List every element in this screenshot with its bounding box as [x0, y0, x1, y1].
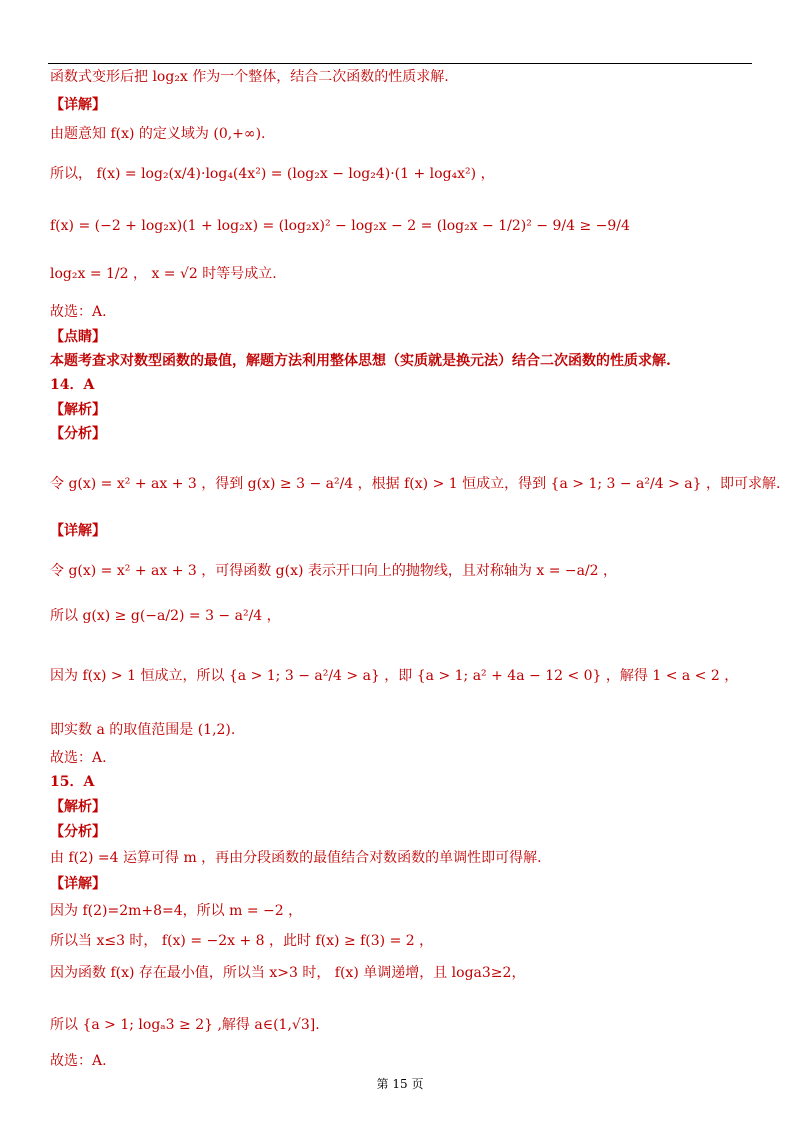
formula-line: 令 g(x) = x² + ax + 3 ，可得函数 g(x) 表示开口向上的抛物线，且对称轴为 x = −a/2 ， [50, 563, 618, 579]
question-number: 15．A [50, 774, 95, 790]
page-number: 第 15 页 [376, 1077, 424, 1091]
section-heading: 【解析】 [50, 402, 106, 418]
text-line: 即实数 a 的取值范围是 (1,2). [50, 722, 236, 738]
answer-line: 故选：A. [50, 304, 107, 320]
formula-line: 所以当 x≤3 时， f(x) = −2x + 8 ，此时 f(x) ≥ f(3) = 2 ， [50, 933, 434, 949]
formula-line: f(x) = (−2 + log₂x)(1 + log₂x) = (log₂x)² − log₂x − 2 = (log₂x − 1/2)² − 9/4 ≥ −9/4 [50, 218, 630, 234]
formula-line: 所以， f(x) = log₂(x/4)·log₄(4x²) = (log₂x − log₂4)·(1 + log₄x²) ， [50, 166, 495, 182]
formula-line: 因为 f(x) > 1 恒成立，所以 {a > 1; 3 − a²/4 > a} ，即 {a > 1; a² + 4a − 12 < 0} ，解得 1 < a < 2 ， [50, 668, 739, 684]
text-line: 因为 f(2)=2m+8=4，所以 m = −2 ， [50, 903, 303, 919]
formula-line: 所以 {a > 1; logₐ3 ≥ 2} ,解得 a∈(1,√3]. [50, 1017, 320, 1033]
formula-line: 令 g(x) = x² + ax + 3 ，得到 g(x) ≥ 3 − a²/4 ，根据 f(x) > 1 恒成立，得到 {a > 1; 3 − a²/4 > a} ，即可求解. [50, 476, 781, 492]
section-heading: 【详解】 [50, 523, 106, 539]
formula-line: log₂x = 1/2 ， x = √2 时等号成立. [50, 266, 277, 282]
question-number: 14．A [50, 377, 95, 393]
formula-line: 所以 g(x) ≥ g(−a/2) = 3 − a²/4 ， [50, 608, 281, 624]
section-heading: 【详解】 [50, 97, 106, 113]
text-line: 本题考查求对数型函数的最值，解题方法利用整体思想（实质就是换元法）结合二次函数的性质求解. [50, 353, 671, 369]
text-line: 函数式变形后把 log₂x 作为一个整体，结合二次函数的性质求解. [50, 69, 449, 85]
answer-line: 故选：A. [50, 750, 107, 766]
answer-line: 故选：A. [50, 1053, 107, 1069]
section-heading: 【解析】 [50, 799, 106, 815]
text-line: 由 f(2) =4 运算可得 m ，再由分段函数的最值结合对数函数的单调性即可得解. [50, 850, 542, 866]
text-line: 由题意知 f(x) 的定义域为 (0,+∞). [50, 126, 266, 142]
section-heading: 【分析】 [50, 426, 106, 442]
section-heading: 【分析】 [50, 824, 106, 840]
section-heading: 【点睛】 [50, 329, 106, 345]
section-heading: 【详解】 [50, 876, 106, 892]
header-rule [48, 63, 752, 64]
formula-line: 因为函数 f(x) 存在最小值，所以当 x>3 时， f(x) 单调递增，且 loga3≥2， [50, 965, 526, 981]
